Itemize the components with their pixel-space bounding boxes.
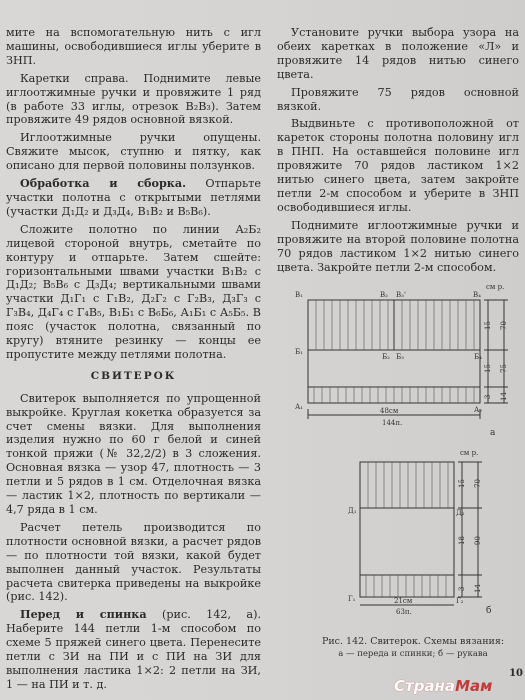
dim-a-5: 3: [484, 394, 492, 399]
dim-a-1: 15: [484, 321, 492, 330]
paragraph: Поднимите иглоотжимные ручки и провяжите на второй половине полотна 70 рядов ластиком 1×2 нитью синего цвета. Закройте петли 2-м способом.: [277, 218, 519, 274]
dim-b-5: 3: [458, 586, 466, 591]
watermark-part1: Страна: [394, 677, 456, 695]
label-d2: Д₂: [456, 509, 465, 517]
panel-b-rib-hatch: [366, 462, 448, 597]
paragraph: Свитерок выполняется по упрощенной выкройке. Круглая кокетка образуется за счет смены вязки. Для выполнения изделия нужно по 60 г белой и синей тонкой пряжи (№ 32,2/2) в 3 сложения. Основная вязка — узор 47, плотность — 3 петли и 5 рядов в 1 см. Отделочная вязка — ластик 1×2, плотность по вертикали — 4,7 ряда в 1 см.: [6, 391, 261, 516]
paragraph: Установите ручки выбора узора на обеих каретках в положение «Л» и провяжите 14 рядов нитью синего цвета.: [277, 26, 519, 81]
dim-a-4: 75: [500, 364, 508, 373]
dim-b-1: 15: [458, 479, 466, 488]
paragraph: Сложите полотно по линии А₂Б₂ лицевой стороной внутрь, сметайте по контуру и отпарьте. Затем сшейте: горизонтальными швами участки В₁В₂ с Д₁Д₂; В₅В₆ с Д₃Д₄; вертикальными швами участки Д₁Г₁ с Г₁В₂, Д₂Г₂ с Г₂В₃, Д₃Г₃ с Г₃В₄, Д₄Г₄ с Г₄В₅, В₁Б₁ с В₆Б₆, А₁Б₁ с А₅Б₅. В пояс (участок полотна, связанный по кругу) втяните резинку — концы ее пропустите между петлями полотна.: [6, 222, 261, 361]
caption-sub: а — переда и спинки; б — рукава: [338, 649, 488, 659]
right-column: [277, 26, 519, 278]
paragraph-text: Отпарьте участки полотна с открытыми петлями (участки Д₁Д₂ и Д₃Д₄, В₁В₂ и В₅В₆).: [6, 177, 261, 218]
figure-caption: [318, 636, 508, 660]
page-number: 10: [509, 668, 523, 679]
paragraph: Провяжите 75 рядов основной вязкой.: [277, 85, 519, 113]
section-label: Перед и спинка: [20, 607, 147, 622]
paragraph: мите на вспомогательную нить с игл машины, освободившиеся иглы уберите в ЗНП.: [6, 26, 261, 67]
dim-a-2: 70: [500, 321, 508, 330]
width-a-cm: 48см: [380, 407, 399, 415]
paragraph: Иглоотжимные ручки опущены. Свяжите мысок, ступню и пятку, как описано для первой половины ползунков.: [6, 131, 261, 173]
paragraph: Каретки справа. Поднимите левые иглоотжимные ручки и провяжите 1 ряд (в работе 33 иглы, отрезок В₂В₃). Затем провяжите 49 рядов основной вязкой.: [6, 71, 261, 127]
paragraph: [6, 608, 261, 691]
label-a1: А₁: [295, 403, 304, 411]
label-d1: Д₁: [348, 507, 357, 515]
label-v4: В₄: [473, 291, 481, 299]
label-b1: Б₁: [295, 348, 303, 356]
panel-b-letter: б: [486, 606, 492, 615]
left-column: [6, 26, 261, 696]
dim-b-6: 14: [474, 584, 482, 593]
label-b4: Б₄: [474, 353, 482, 361]
unit-header-b: см р.: [460, 449, 479, 457]
label-v3: В₃': [396, 291, 406, 299]
label-v2: В₂: [380, 291, 388, 299]
label-b2: Б₂: [382, 353, 390, 361]
caption-title: Рис. 142. Свитерок. Схемы вязания:: [321, 636, 505, 647]
width-a-loops: 144п.: [382, 419, 403, 427]
dim-a-6: 14: [500, 392, 508, 401]
section-heading: СВИТЕРОК: [90, 369, 177, 382]
label-v1: В₁: [295, 291, 303, 299]
paragraph: Расчет петель производится по плотности основной вязки, а расчет рядов — по плотности той вязки, какой будет выполнен данный участок. Результаты расчета свитерка приведены на выкройке (рис. 142).: [6, 520, 261, 604]
label-g1: Г₁: [348, 595, 356, 603]
label-b3: Б₃: [396, 353, 404, 361]
watermark-logo: [394, 677, 492, 695]
paragraph-text: (рис. 142, а). Наберите 144 петли 1-м способом по схеме 5 пряжей синего цвета. Перенесите петли с ЗИ на ПИ и с ПИ на ЗИ для выполнения ластика 1×2: 2 петли на ЗИ, 1 — на ПИ и т. д.: [6, 608, 262, 691]
diagram-svg: [290, 275, 522, 615]
dim-a-3: 15: [484, 364, 492, 373]
label-a2: А₂: [474, 406, 483, 414]
section-label: Обработка и сборка.: [20, 176, 187, 191]
knitting-diagram: [290, 275, 522, 615]
label-g2: Г₂: [456, 597, 464, 605]
watermark-part2: Мам: [455, 677, 493, 695]
dim-b-2: 70: [474, 479, 482, 488]
dim-b-3: 18: [458, 536, 466, 545]
unit-header-a: см р.: [486, 283, 505, 291]
paragraph: [6, 177, 261, 219]
width-b-loops: 63п.: [396, 608, 412, 615]
panel-a-letter: а: [490, 428, 496, 438]
dim-b-4: 90: [474, 536, 482, 545]
width-b-cm: 21см: [394, 597, 413, 605]
paragraph: Выдвиньте с противоположной от кареток стороны полотна половину игл в ПНП. На оставшейся половине игл провяжите 70 рядов ластиком 1×2 нитью синего цвета, затем закройте петли 2-м способом и уберите в ЗНП освободившиеся иглы.: [277, 117, 519, 214]
